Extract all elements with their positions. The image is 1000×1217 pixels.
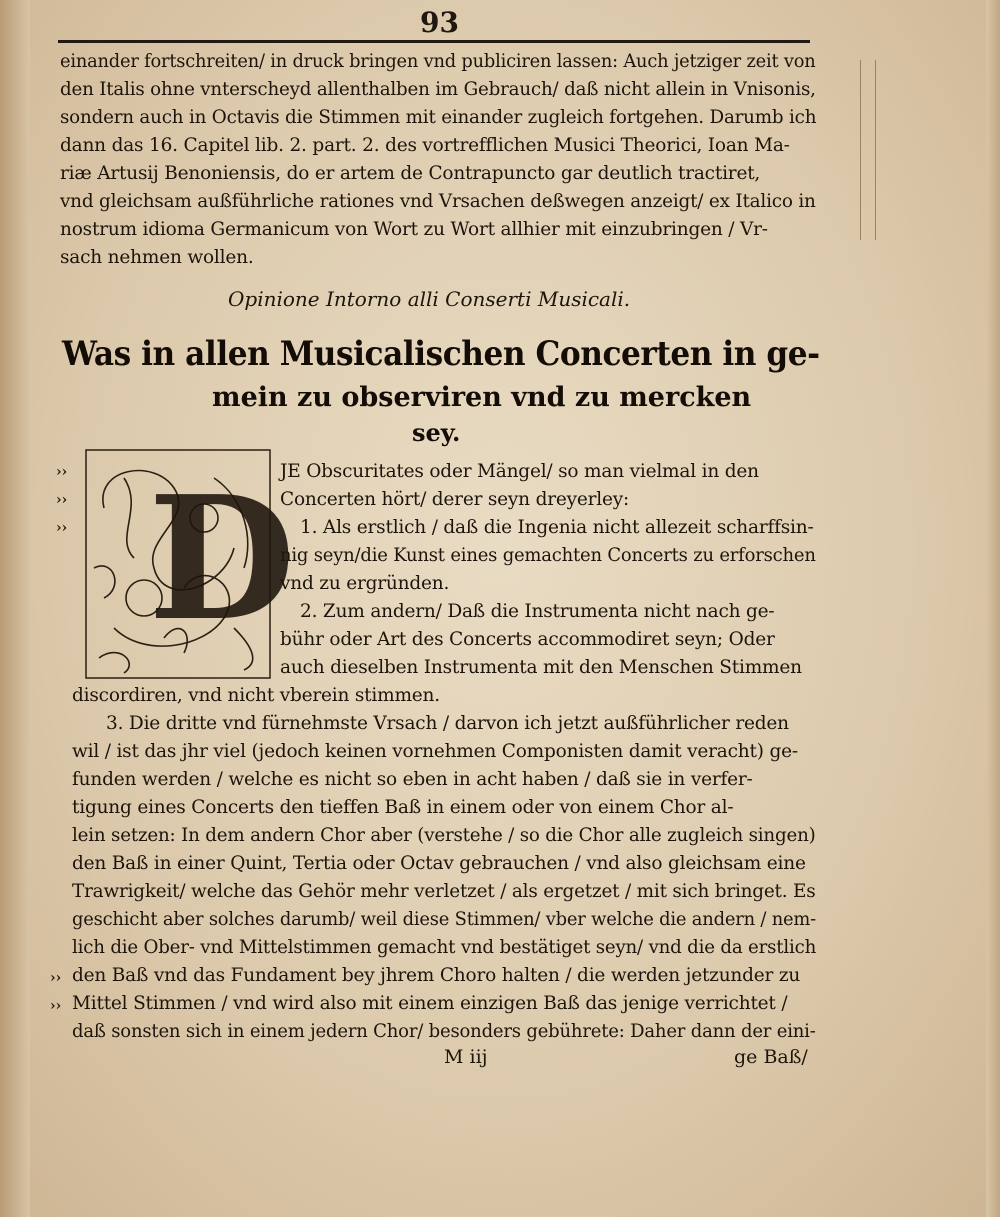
text-line: einander fortschreiten/ in druck bringen vnd publiciren lassen: Auch jetziger zeit von (60, 51, 816, 72)
text-line: Mittel Stimmen / vnd wird also mit einem einzigen Baß das jenige verrichtet / (72, 993, 788, 1014)
initial-letter-glyph: D (148, 459, 296, 659)
text-line: lich die Ober- vnd Mittelstimmen gemacht vnd bestätiget seyn/ vnd die da erstlich (72, 937, 817, 958)
text-line: riæ Artusij Benoniensis, do er artem de Contrapuncto gar deutlich tractiret, (60, 163, 761, 184)
left-page-edge (0, 0, 30, 1217)
italian-subtitle: Opinione Intorno alli Conserti Musicali. (228, 287, 631, 311)
text-line: nig seyn/die Kunst eines gemachten Concerts zu erforschen (280, 545, 816, 566)
text-line: 2. Zum andern/ Daß die Instrumenta nicht nach ge- (300, 601, 775, 622)
text-line: sondern auch in Octavis die Stimmen mit einander zugleich fortgehen. Darumb ich (60, 107, 817, 128)
section-heading-line-1: Was in allen Musicalischen Concerten in ge- (62, 334, 820, 374)
text-line: 1. Als erstlich / daß die Ingenia nicht allezeit scharffsin- (300, 517, 814, 538)
text-line: sach nehmen wollen. (60, 247, 254, 268)
text-line: den Italis ohne vnterscheyd allenthalben im Gebrauch/ daß nicht allein in Vnisonis, (60, 79, 816, 100)
text-line: Concerten hört/ derer seyn dreyerley: (280, 489, 630, 510)
text-line: 3. Die dritte vnd fürnehmste Vrsach / darvon ich jetzt außführlicher reden (106, 713, 789, 734)
header-rule (58, 40, 810, 43)
text-line: den Baß in einer Quint, Tertia oder Octav gebrauchen / vnd also gleichsam eine (72, 853, 806, 874)
text-line: lein setzen: In dem andern Chor aber (verstehe / so die Chor alle zugleich singen) (72, 825, 816, 846)
text-line: vnd gleichsam außführliche rationes vnd Vrsachen deßwegen anzeigt/ ex Italico in (60, 191, 816, 212)
text-line: nostrum idioma Germanicum von Wort zu Wort allhier mit einzubringen / Vr- (60, 219, 768, 240)
text-line: bühr oder Art des Concerts accommodiret seyn; Oder (280, 629, 775, 650)
text-line: discordiren, vnd nicht vberein stimmen. (72, 685, 440, 706)
text-line: tigung eines Concerts den tieffen Baß in einem oder von einem Chor al- (72, 797, 734, 818)
section-heading-line-2: mein zu observiren vnd zu mercken (212, 382, 752, 413)
text-line: daß sonsten sich in einem jedern Chor/ besonders gebührete: Daher dann der eini- (72, 1021, 816, 1042)
margin-quote-mark: ›› (50, 970, 62, 986)
section-heading-line-3: sey. (412, 418, 461, 447)
text-line: den Baß vnd das Fundament bey jhrem Choro halten / die werden jetzunder zu (72, 965, 801, 986)
margin-quote-mark: ›› (56, 464, 68, 480)
margin-quote-mark: ›› (50, 998, 62, 1014)
right-page-edge (986, 0, 1000, 1217)
decorated-initial-d (84, 448, 296, 680)
margin-bracket-mark (860, 60, 876, 240)
margin-quote-mark: ›› (56, 492, 68, 508)
text-line: Trawrigkeit/ welche das Gehör mehr verletzet / als ergetzet / mit sich bringet. Es (72, 881, 816, 902)
text-line: wil / ist das jhr viel (jedoch keinen vornehmen Componisten damit veracht) ge- (72, 741, 798, 762)
text-line: dann das 16. Capitel lib. 2. part. 2. des vortrefflichen Musici Theorici, Ioan Ma- (60, 135, 790, 156)
text-line: JE Obscuritates oder Mängel/ so man vielmal in den (280, 461, 759, 482)
text-line: geschicht aber solches darumb/ weil diese Stimmen/ vber welche die andern / nem- (72, 909, 817, 930)
text-line: vnd zu ergründen. (280, 573, 450, 594)
text-line: funden werden / welche es nicht so eben in acht haben / daß sie in verfer- (72, 769, 753, 790)
page-number: 93 (420, 6, 459, 39)
text-line: auch dieselben Instrumenta mit den Menschen Stimmen (280, 657, 802, 678)
signature-mark: M iij (444, 1046, 488, 1068)
catchword: ge Baß/ (734, 1046, 808, 1068)
margin-quote-mark: ›› (56, 520, 68, 536)
